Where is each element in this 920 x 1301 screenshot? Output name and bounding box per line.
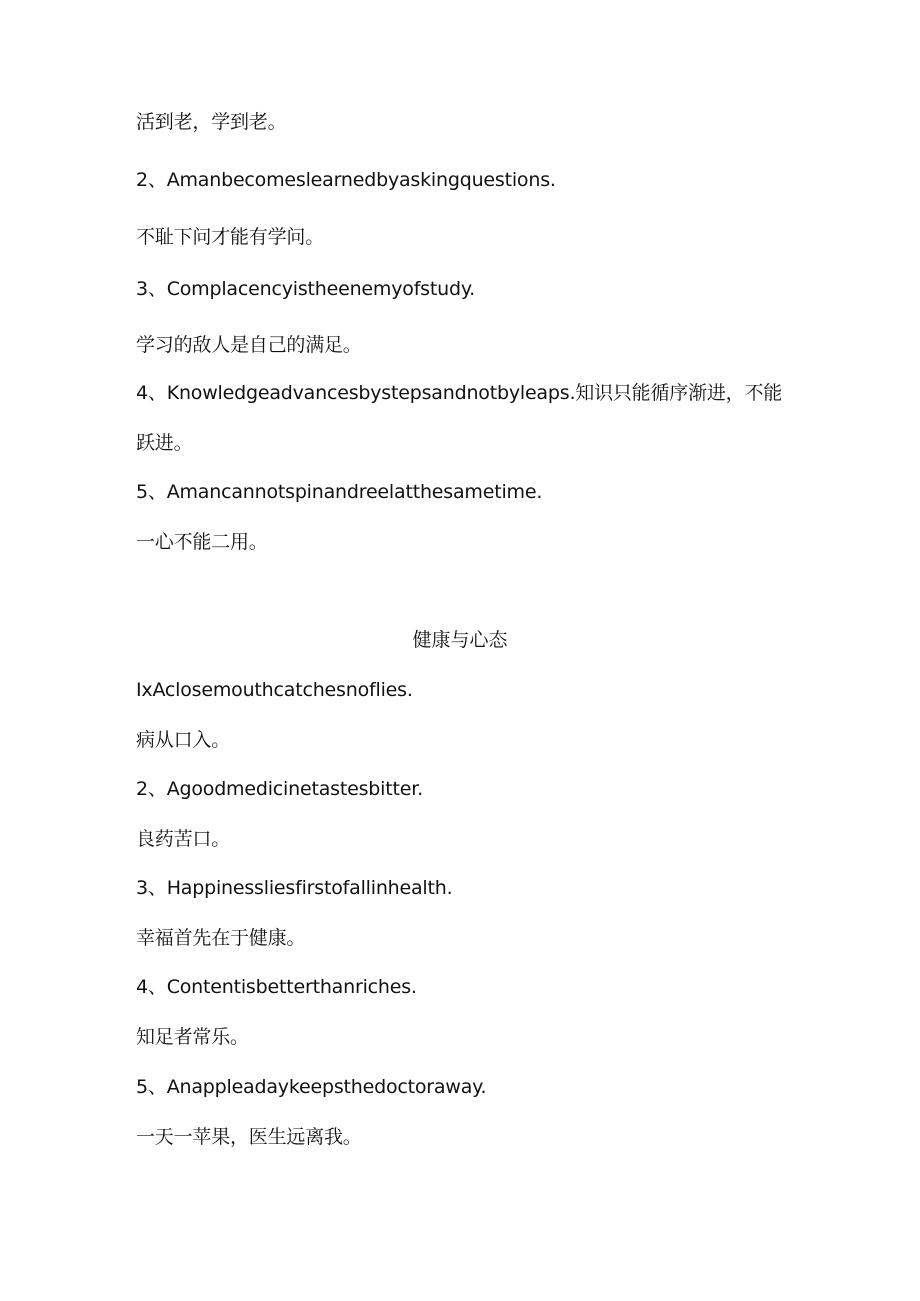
proverb-translation: 幸福首先在于健康。 xyxy=(136,927,306,949)
proverb-translation: 活到老，学到老。 xyxy=(136,111,287,133)
proverb-english: 2、Amanbecomeslearnedbyaskingquestions. xyxy=(136,169,556,191)
proverb-translation: 学习的敌人是自己的满足。 xyxy=(136,334,362,356)
proverb-translation: 一天一苹果，医生远离我。 xyxy=(136,1126,362,1148)
proverb-translation: 病从口入。 xyxy=(136,729,231,751)
proverb-english: 5、Amancannotspinandreelatthesametime. xyxy=(136,481,543,503)
proverb-translation: 良药苦口。 xyxy=(136,828,231,850)
proverb-english: 3、Happinessliesfirstofallinhealth. xyxy=(136,877,453,899)
proverb-translation: 一心不能二用。 xyxy=(136,531,268,553)
proverb-english: 2、Agoodmedicinetastesbitter. xyxy=(136,778,423,800)
proverb-english: 4、Knowledgeadvancesbystepsandnotbyleaps.知识只能循序渐进，不能 xyxy=(136,382,783,404)
proverb-english: IxAclosemouthcatchesnoflies. xyxy=(136,679,413,701)
proverb-translation: 不耻下问才能有学问。 xyxy=(136,226,325,248)
proverb-translation: 跃进。 xyxy=(136,432,193,454)
proverb-english: 4、Contentisbetterthanriches. xyxy=(136,976,417,998)
proverb-english: 5、Anappleadaykeepsthedoctoraway. xyxy=(136,1076,487,1098)
proverb-translation: 知足者常乐。 xyxy=(136,1026,249,1048)
proverb-english: 3、Complacencyistheenemyofstudy. xyxy=(136,278,476,300)
section-heading: 健康与心态 xyxy=(412,629,508,651)
